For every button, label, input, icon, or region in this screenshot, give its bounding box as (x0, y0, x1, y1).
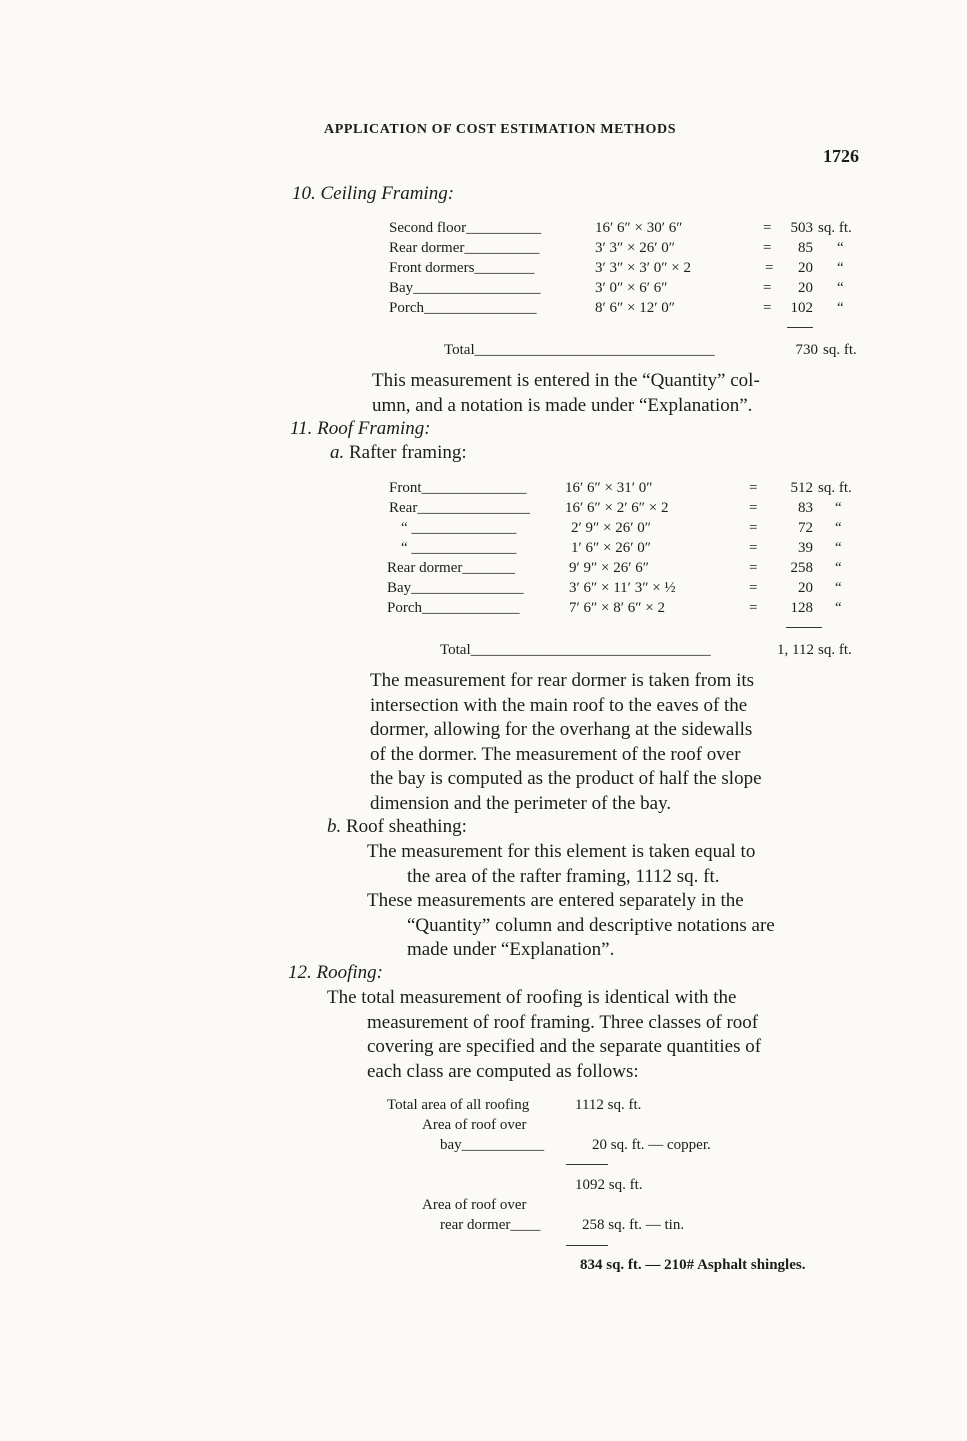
section-10-title: 10. Ceiling Framing: (292, 183, 455, 204)
table-row: Rear_______________ 16′ 6″ × 2′ 6″ × 2 = 83 “ (389, 500, 842, 516)
calc-value: 1112 sq. ft. (575, 1097, 642, 1113)
table-row: Porch_____________ 7′ 6″ × 8′ 6″ × 2 = 128 “ (387, 600, 842, 616)
sum-rule (566, 1164, 608, 1165)
section-11-title: 11. Roof Framing: (290, 418, 431, 439)
calc-label: rear dormer____ (440, 1217, 541, 1233)
table-row: “ ______________ 2′ 9″ × 26′ 0″ = 72 “ (401, 520, 842, 536)
page-number: 1726 (823, 146, 859, 166)
table-row: Front______________ 16′ 6″ × 31′ 0″ = 512 sq. ft. (389, 480, 852, 496)
subsection-b-heading: b. Roof sheathing: (327, 816, 467, 837)
table-row: “ ______________ 1′ 6″ × 26′ 0″ = 39 “ (401, 540, 842, 556)
paragraph: This measurement is entered in the “Quantity” col- umn, and a notation is made under “Explanation”. (372, 370, 760, 416)
paragraph: The measurement for this element is taken equal to the area of the rafter framing, 1112 sq. ft. These measurements are entered separately in the “Quantity” column and descriptive notations are made under “Explanation”. (367, 841, 775, 960)
section-12-title: 12. Roofing: (288, 962, 383, 983)
table-row: Porch_______________ 8′ 6″ × 12′ 0″ = 102 “ (389, 300, 844, 316)
sum-rule (566, 1245, 608, 1246)
sum-rule (786, 627, 822, 628)
subsection-a-heading: a. Rafter framing: (330, 442, 467, 463)
table-row: Bay_______________ 3′ 6″ × 11′ 3″ × ½ = 20 “ (387, 580, 842, 596)
total-row: Total________________________________ 730 sq. ft. (444, 342, 857, 358)
sum-rule (787, 327, 813, 328)
calc-value: 834 sq. ft. — 210# Asphalt shingles. (580, 1257, 806, 1273)
total-row: Total________________________________ 1, 112 sq. ft. (440, 642, 852, 658)
paragraph: The total measurement of roofing is identical with the measurement of roof framing. Three classes of roof covering are specified and the separate quantities of each class are computed as follows: (327, 987, 762, 1082)
table-row: Rear dormer__________ 3′ 3″ × 26′ 0″ = 85 “ (389, 240, 844, 256)
running-header: APPLICATION OF COST ESTIMATION METHODS (324, 122, 677, 137)
table-row: Rear dormer_______ 9′ 9″ × 26′ 6″ = 258 “ (387, 560, 842, 576)
calc-value: 20 sq. ft. — copper. (592, 1137, 711, 1153)
calc-value: 1092 sq. ft. (575, 1177, 643, 1193)
calc-label: Area of roof over (422, 1197, 527, 1213)
table-row: Front dormers________ 3′ 3″ × 3′ 0″ × 2 = 20 “ (389, 260, 844, 276)
calc-label: Area of roof over (422, 1117, 527, 1133)
table-row: Second floor__________ 16′ 6″ × 30′ 6″ = 503 sq. ft. (389, 220, 852, 236)
paragraph: The measurement for rear dormer is taken from its intersection with the main roof to the eaves of the dormer, allowing for the overhang at the sidewalls of the dormer. The measurement of the roof over the bay is computed as the product of half the slope dimension and the perimeter of the bay. (370, 670, 762, 814)
table-row: Bay_________________ 3′ 0″ × 6′ 6″ = 20 “ (389, 280, 844, 296)
calc-value: 258 sq. ft. — tin. (582, 1217, 685, 1233)
calc-label: bay___________ (440, 1137, 545, 1153)
calc-label: Total area of all roofing (387, 1097, 530, 1113)
